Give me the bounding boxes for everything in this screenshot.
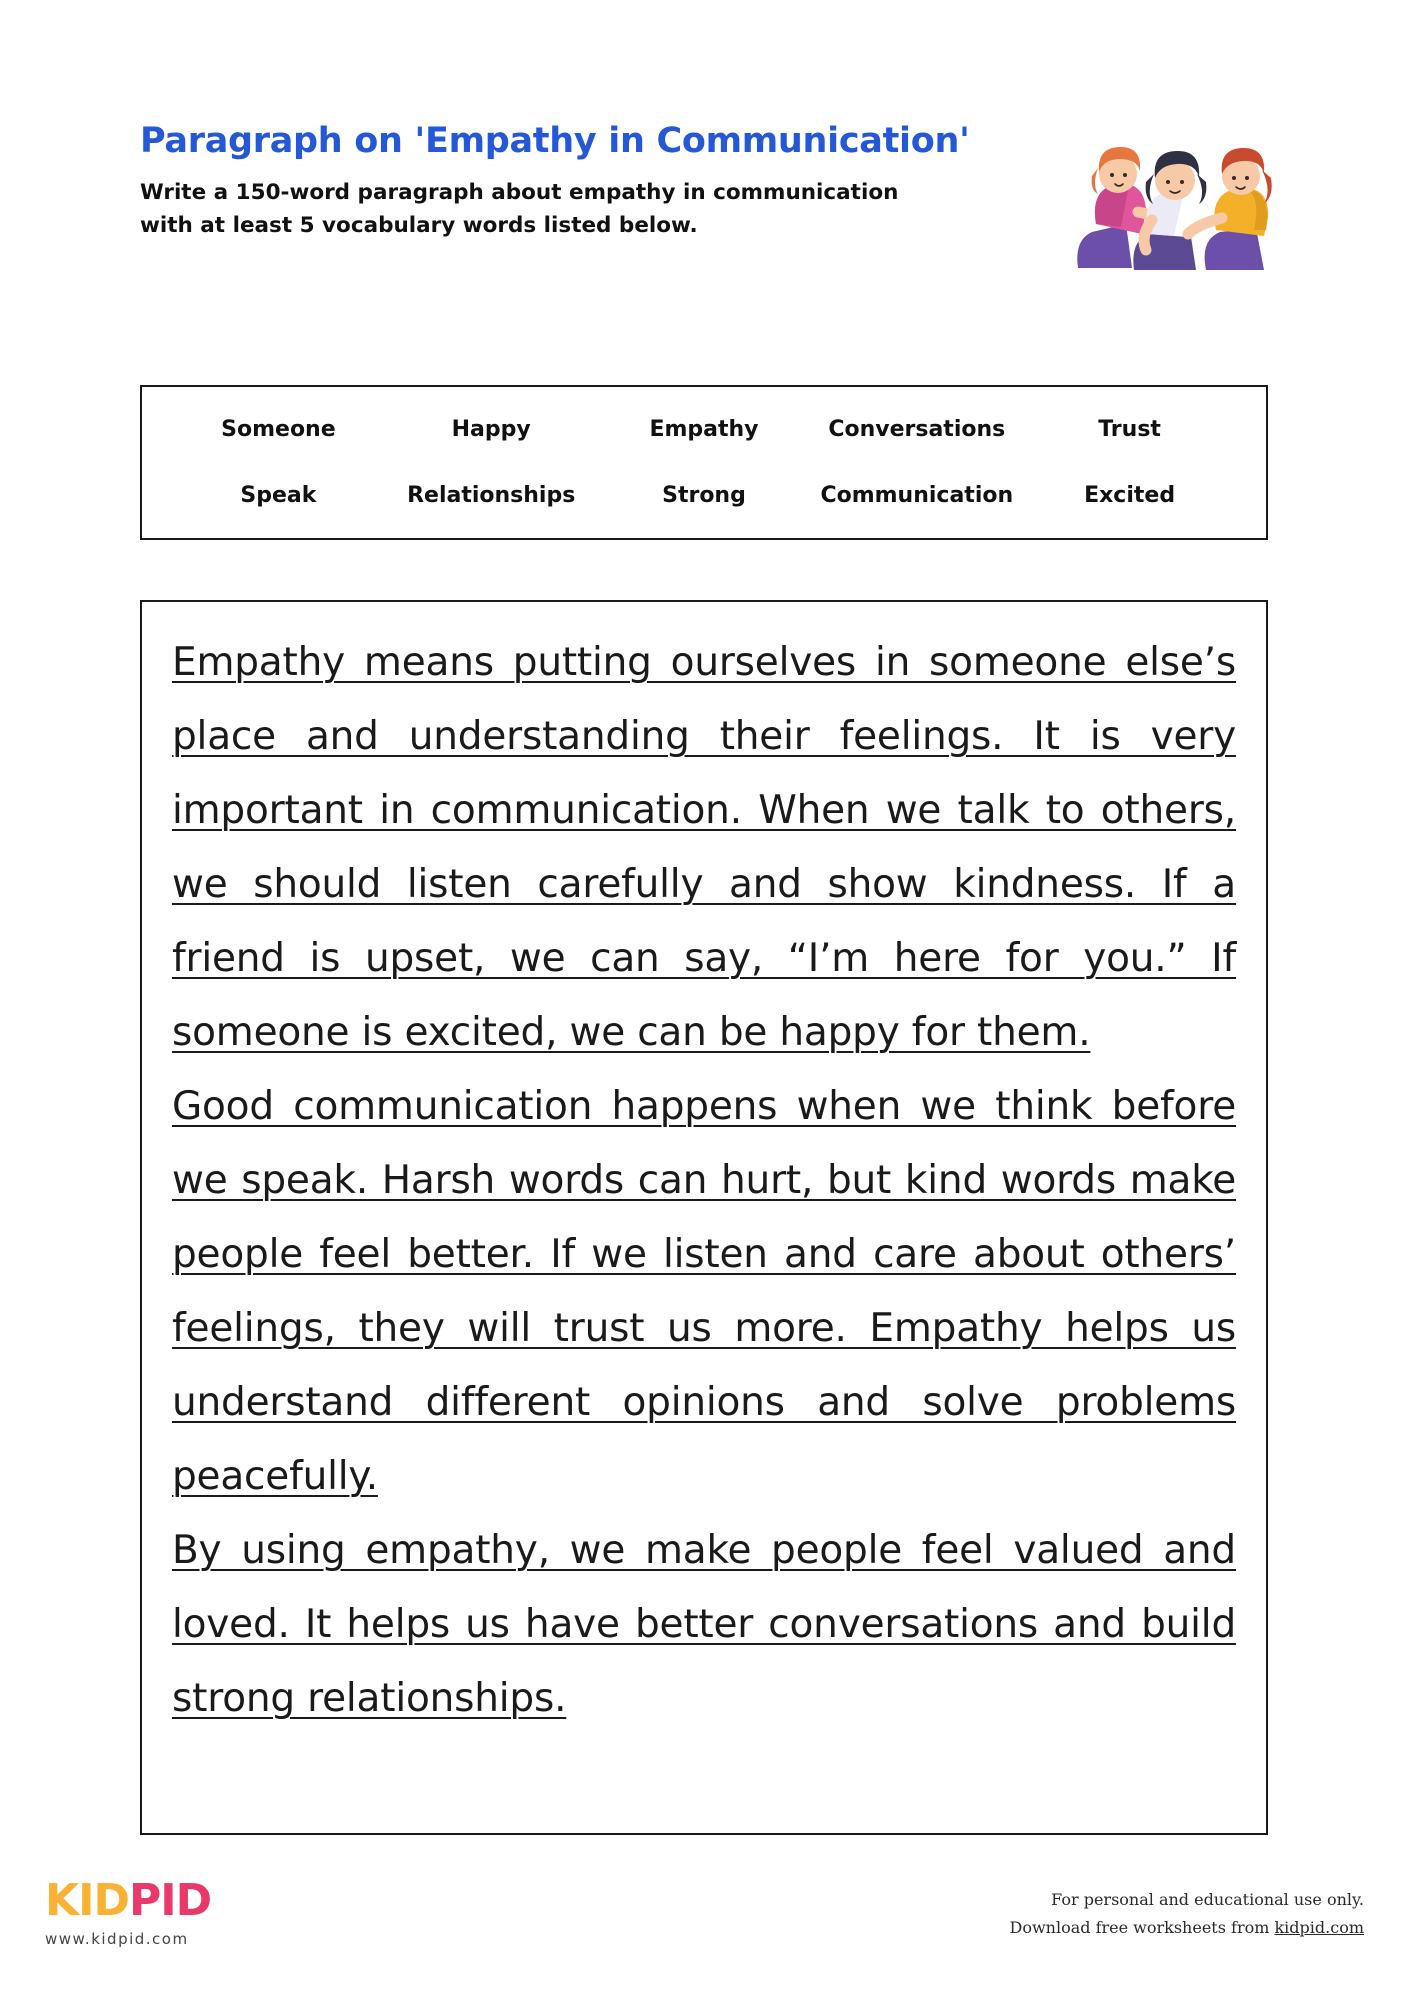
instruction-text	[140, 176, 1100, 243]
footer-note-line-1: For personal and educational use only.	[1051, 1890, 1364, 1909]
vocabulary-row-2	[172, 463, 1236, 529]
instruction-line-1: Write a 150-word paragraph about empathy in communication	[140, 180, 899, 205]
page-title: Paragraph on 'Empathy in Communication'	[140, 121, 970, 161]
children-illustration	[1056, 96, 1286, 286]
vocabulary-word: Conversations	[828, 417, 1006, 442]
answer-writing-area[interactable]	[140, 600, 1268, 1835]
logo-kid-text: KID	[45, 1875, 129, 1926]
vocabulary-word: Happy	[451, 417, 531, 442]
vocabulary-word-bank	[140, 385, 1268, 540]
logo-wordmark	[45, 1875, 245, 1926]
vocabulary-word: Communication	[820, 483, 1014, 508]
answer-paragraph-3: By using empathy, we make people feel valued and loved. It helps us have better conversations and build strong relationships.	[172, 1528, 1236, 1721]
vocabulary-row-1	[172, 397, 1236, 463]
kidpid-logo[interactable]	[45, 1875, 245, 1948]
vocabulary-word: Empathy	[649, 417, 759, 442]
vocabulary-word: Speak	[240, 483, 317, 508]
logo-pid-text: PID	[129, 1875, 212, 1926]
footer-note	[1010, 1886, 1365, 1942]
vocabulary-word: Excited	[1084, 483, 1176, 508]
footer-note-prefix: Download free worksheets from	[1009, 1918, 1275, 1937]
vocabulary-word: Strong	[662, 483, 746, 508]
instruction-line-2: with at least 5 vocabulary words listed below.	[140, 213, 698, 239]
vocabulary-word: Trust	[1098, 417, 1161, 442]
logo-url: www.kidpid.com	[45, 1930, 189, 1948]
answer-paragraph-2: Good communication happens when we think before we speak. Harsh words can hurt, but kind words make people feel better. If we listen and care about others’ feelings, they will trust us more. Empathy helps us understand different opinions and solve problems peacefully.	[172, 1084, 1236, 1499]
footer-note-line-2	[1010, 1914, 1365, 1942]
kidpid-link[interactable]: kidpid.com	[1274, 1918, 1364, 1937]
vocabulary-word: Someone	[221, 417, 336, 442]
answer-paragraph-1: Empathy means putting ourselves in someone else’s place and understanding their feelings. It is very important in communication. When we talk to others, we should listen carefully and show kindness. If a friend is upset, we can say, “I’m here for you.” If someone is excited, we can be happy for them.	[172, 640, 1236, 1055]
vocabulary-word: Relationships	[407, 483, 576, 508]
